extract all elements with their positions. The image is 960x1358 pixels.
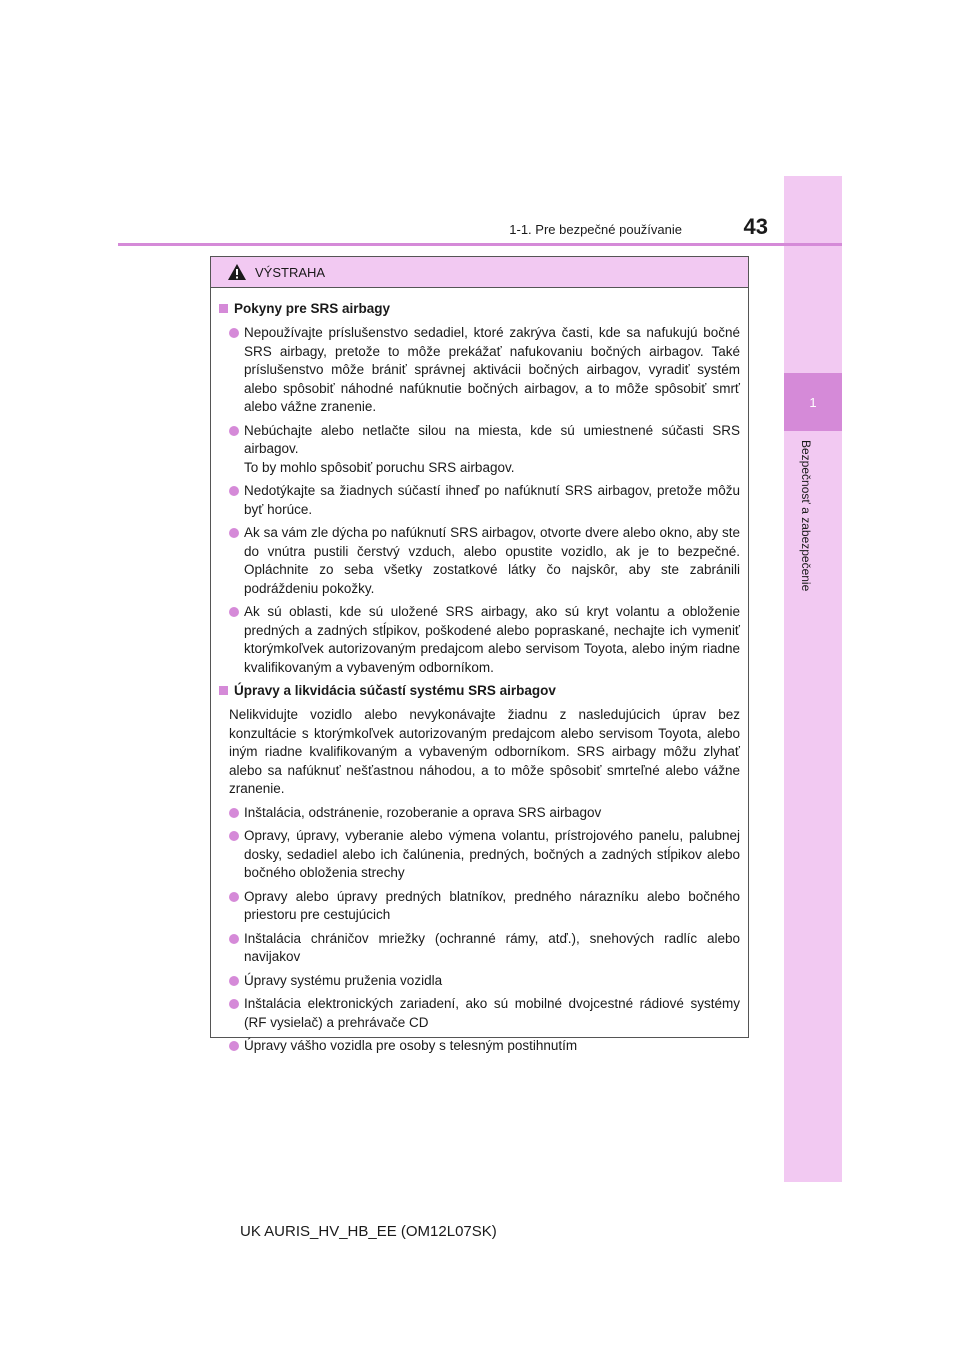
- page-number: 43: [743, 214, 768, 239]
- bullet-icon: [229, 607, 239, 617]
- bullet-icon: [229, 999, 239, 1009]
- list-item: Nepoužívajte príslušenstvo sedadiel, ktoré zakrýva časti, kde sa nafukujú bočné SRS airbagy, pretože to môže prekážať nafukovaniu bočných airbagov. Také príslušenstvo môže brániť správnej aktivácii bočných airbagov, vyradiť systém alebo spôsobiť náhodné nafúknutie bočných airbagov, a to môže spôsobiť smrť alebo vážne zranenie.: [229, 324, 740, 417]
- bullet-icon: [229, 328, 239, 338]
- header-divider: [118, 243, 842, 246]
- section-title: 1-1. Pre bezpečné používanie: [509, 222, 682, 237]
- bullet-icon: [229, 892, 239, 902]
- chapter-title: Bezpečnosť a zabezpečenie: [799, 440, 813, 592]
- side-tab: [784, 176, 842, 1182]
- bullet-icon: [229, 486, 239, 496]
- list-item: Nebúchajte alebo netlačte silou na miesta, kde sú umiestnené súčasti SRS airbagov. To by mohlo spôsobiť poruchu SRS airbagov.: [229, 422, 740, 478]
- list-item: Ak sa vám zle dýcha po nafúknutí SRS airbagov, otvorte dvere alebo okno, aby ste do vnútra pustili čerstvý vzduch, alebo opustite vozidlo, ak je to bezpečné. Opláchnite zo seba všetky zostatkové látky čo najskôr, aby ste zabránili podráždeniu pokožky.: [229, 524, 740, 598]
- bullet-icon: [229, 426, 239, 436]
- list-item: Úpravy systému pruženia vozidla: [229, 972, 740, 991]
- warning-box: [210, 256, 749, 1053]
- warning-label: VÝSTRAHA: [255, 264, 326, 280]
- chapter-number: 1: [784, 373, 842, 431]
- warning-header: [211, 257, 748, 288]
- list-item: Ak sú oblasti, kde sú uložené SRS airbagy, ako sú kryt volantu a obloženie predných a zadných stĺpikov, poškodené alebo popraskané, nechajte ich vymeniť ktorýmkoľvek autorizovaným predajcom alebo servisom Toyota, alebo iným riadne kvalifikovaným a vybaveným odborníkom.: [229, 603, 740, 677]
- list-item: Nedotýkajte sa žiadnych súčastí ihneď po nafúknutí SRS airbagov, pretože môžu byť horúce.: [229, 482, 740, 519]
- list-item: Opravy, úpravy, vyberanie alebo výmena volantu, prístrojového panelu, palubnej dosky, sedadiel alebo ich čalúnenia, predných, bočných a zadných stĺpikov alebo bočného obloženia strechy: [229, 827, 740, 883]
- bullet-icon: [229, 976, 239, 986]
- list-item: Inštalácia, odstránenie, rozoberanie a oprava SRS airbagov: [229, 804, 740, 823]
- section-heading-srs-modifications: Úpravy a likvidácia súčastí systému SRS airbagov: [219, 682, 740, 700]
- section-heading-srs-instructions: Pokyny pre SRS airbagy: [219, 300, 740, 318]
- warning-body: [211, 288, 748, 1056]
- list-item: Úpravy vášho vozidla pre osoby s telesným postihnutím: [229, 1037, 740, 1056]
- square-bullet-icon: [219, 304, 228, 313]
- bullet-icon: [229, 528, 239, 538]
- bullet-icon: [229, 831, 239, 841]
- bullet-icon: [229, 934, 239, 944]
- list-item: Inštalácia chráničov mriežky (ochranné rámy, atď.), snehových radlíc alebo navijakov: [229, 930, 740, 967]
- section-intro: Nelikvidujte vozidlo alebo nevykonávajte žiadnu z nasledujúcich úprav bez konzultácie s ktorýmkoľvek autorizovaným predajcom alebo servisom Toyota, alebo iným riadne kvalifikovaným a vybaveným odborníkom. SRS airbagy môžu zlyhať alebo sa nafúknuť nešťastnou náhodou, a to môže spôsobiť smrteľné alebo vážne zranenie.: [229, 707, 740, 796]
- warning-triangle-icon: [227, 263, 247, 281]
- list-item: Opravy alebo úpravy predných blatníkov, predného nárazníku alebo bočného priestoru pre cestujúcich: [229, 888, 740, 925]
- square-bullet-icon: [219, 686, 228, 695]
- document-code: UK AURIS_HV_HB_EE (OM12L07SK): [240, 1223, 497, 1240]
- list-item: Inštalácia elektronických zariadení, ako sú mobilné dvojcestné rádiové systémy (RF vysielač) a prehrávače CD: [229, 995, 740, 1032]
- bullet-icon: [229, 808, 239, 818]
- bullet-icon: [229, 1041, 239, 1051]
